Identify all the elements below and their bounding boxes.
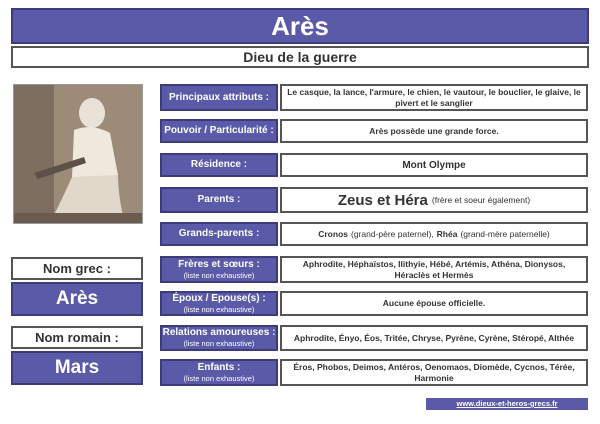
value-spouse — [280, 291, 588, 316]
label-children — [160, 359, 278, 386]
label-power — [160, 119, 278, 143]
label-parents-text: Parents : — [197, 194, 241, 205]
label-siblings-note: (liste non exhaustive) — [183, 270, 255, 280]
website-link[interactable]: www.dieux-et-heros-grecs.fr — [426, 398, 588, 410]
label-attributes — [160, 84, 278, 111]
label-siblings — [160, 256, 278, 283]
roman-name-value: Mars — [11, 351, 143, 385]
label-children-text: Enfants : — [197, 361, 241, 373]
value-power-text: Arès possède une grande force. — [369, 125, 499, 136]
grandfather-note: (grand-père paternel), — [350, 228, 434, 239]
label-power-text: Pouvoir / Particularité : — [164, 125, 274, 136]
label-lovers — [160, 325, 278, 351]
grandfather-name: Cronos — [318, 228, 348, 239]
label-lovers-note: (liste non exhaustive) — [183, 339, 255, 348]
greek-name-value: Arès — [11, 282, 143, 316]
page-title: Arès — [11, 8, 589, 44]
page-subtitle: Dieu de la guerre — [11, 46, 589, 68]
value-lovers — [280, 325, 588, 351]
label-parents — [160, 187, 278, 213]
label-grandparents-text: Grands-parents : — [178, 228, 260, 239]
label-lovers-text: Relations amoureuses : — [162, 327, 276, 338]
grandmother-note: (grand-mère paternelle) — [460, 228, 550, 239]
value-children — [280, 359, 588, 386]
label-children-note: (liste non exhaustive) — [183, 373, 255, 383]
value-attributes-text: Le casque, la lance, l'armure, le chien, le vautour, le bouclier, le glaive, le pivert et le sanglier — [287, 86, 581, 108]
value-children-text: Éros, Phobos, Deimos, Antéros, Oenomaos, Diomède, Cycnos, Térée, Harmonie — [293, 361, 575, 383]
label-grandparents — [160, 222, 278, 246]
label-spouse-text: Époux / Epouse(s) : — [172, 292, 266, 304]
statue-photo — [13, 84, 143, 224]
grandmother-name: Rhéa — [436, 228, 458, 239]
greek-name-label: Nom grec : — [11, 257, 143, 280]
value-grandparents — [280, 222, 588, 246]
value-residence-text: Mont Olympe — [402, 159, 466, 171]
value-parents — [280, 187, 588, 213]
parents-names: Zeus et Héra — [337, 191, 428, 209]
label-spouse-note: (liste non exhaustive) — [183, 304, 255, 314]
parents-note: (frère et soeur également) — [431, 194, 531, 205]
value-attributes — [280, 84, 588, 111]
statue-image-icon — [14, 85, 143, 224]
value-siblings — [280, 256, 588, 283]
label-attributes-text: Principaux attributs : — [168, 91, 269, 103]
value-spouse-text: Aucune épouse officielle. — [382, 298, 486, 308]
value-power — [280, 119, 588, 143]
label-spouse — [160, 291, 278, 316]
label-residence — [160, 153, 278, 177]
value-siblings-text: Aphrodite, Héphaïstos, Ilithyie, Hébé, Artémis, Athéna, Dionysos, Héraclès et Hermès — [302, 258, 566, 280]
label-residence-text: Résidence : — [190, 159, 248, 170]
value-residence — [280, 153, 588, 177]
label-siblings-text: Frères et sœurs : — [178, 258, 260, 270]
roman-name-label: Nom romain : — [11, 326, 143, 349]
value-lovers-text: Aphrodite, Ényo, Éos, Tritée, Chryse, Pyrène, Cyrène, Stéropé, Althée — [293, 332, 575, 343]
